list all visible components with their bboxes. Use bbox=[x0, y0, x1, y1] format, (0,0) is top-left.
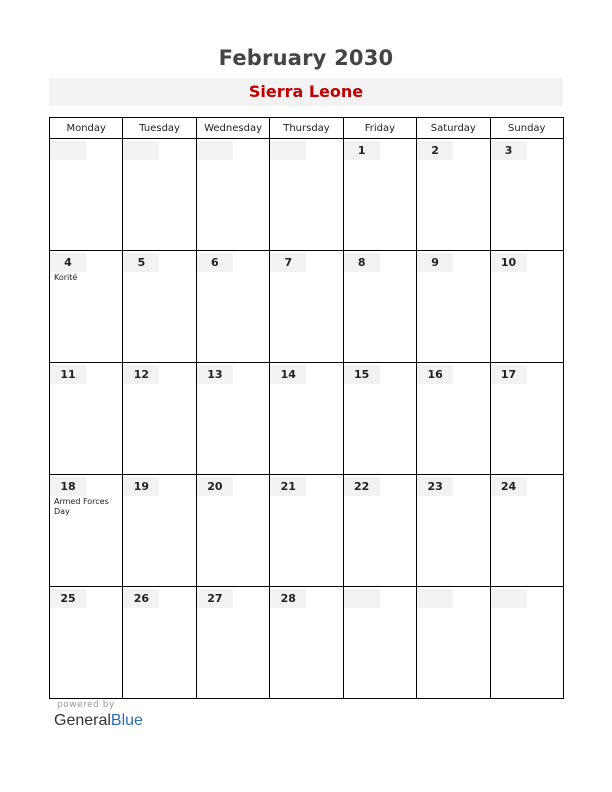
day-cell bbox=[490, 251, 563, 363]
day-cell bbox=[417, 363, 490, 475]
day-cell bbox=[490, 363, 563, 475]
holiday-label: Korité bbox=[54, 273, 78, 282]
day-number: 26 bbox=[123, 589, 159, 608]
day-number: 18 bbox=[50, 477, 86, 496]
day-number: 6 bbox=[197, 253, 233, 272]
day-cell bbox=[270, 363, 343, 475]
day-cell bbox=[50, 475, 123, 587]
country-name: Sierra Leone bbox=[49, 78, 563, 106]
day-cell bbox=[196, 475, 269, 587]
day-cell bbox=[123, 587, 196, 699]
day-cell bbox=[490, 139, 563, 251]
day-number: 22 bbox=[344, 477, 380, 496]
day-cell bbox=[417, 475, 490, 587]
day-cell bbox=[343, 587, 416, 699]
day-cell bbox=[343, 251, 416, 363]
day-number bbox=[50, 141, 86, 160]
week-row bbox=[50, 363, 564, 475]
weekday-saturday: Saturday bbox=[417, 118, 490, 139]
day-cell bbox=[417, 587, 490, 699]
day-number bbox=[344, 589, 380, 608]
day-number: 16 bbox=[417, 365, 453, 384]
day-number: 14 bbox=[270, 365, 306, 384]
day-cell bbox=[50, 139, 123, 251]
day-number: 23 bbox=[417, 477, 453, 496]
day-number: 11 bbox=[50, 365, 86, 384]
day-cell bbox=[196, 363, 269, 475]
day-number bbox=[417, 589, 453, 608]
day-number: 21 bbox=[270, 477, 306, 496]
day-number: 5 bbox=[123, 253, 159, 272]
powered-by-text: powered by bbox=[57, 700, 115, 710]
day-number: 13 bbox=[197, 365, 233, 384]
week-row bbox=[50, 251, 564, 363]
day-number: 17 bbox=[491, 365, 527, 384]
day-number: 28 bbox=[270, 589, 306, 608]
day-number: 25 bbox=[50, 589, 86, 608]
day-cell bbox=[196, 139, 269, 251]
day-cell bbox=[270, 475, 343, 587]
weekday-wednesday: Wednesday bbox=[196, 118, 269, 139]
weekday-thursday: Thursday bbox=[270, 118, 343, 139]
day-cell bbox=[123, 251, 196, 363]
day-number: 8 bbox=[344, 253, 380, 272]
day-number: 2 bbox=[417, 141, 453, 160]
day-number: 7 bbox=[270, 253, 306, 272]
day-cell bbox=[343, 475, 416, 587]
day-cell bbox=[343, 363, 416, 475]
day-number: 19 bbox=[123, 477, 159, 496]
calendar-grid bbox=[49, 117, 564, 699]
day-number: 12 bbox=[123, 365, 159, 384]
brand-blue-text: Blue bbox=[110, 712, 143, 729]
day-number bbox=[123, 141, 159, 160]
day-cell bbox=[417, 139, 490, 251]
brand-general-text: General bbox=[54, 712, 111, 729]
weekday-header-row bbox=[50, 118, 564, 139]
day-number: 4 bbox=[50, 253, 86, 272]
day-number: 24 bbox=[491, 477, 527, 496]
day-cell bbox=[270, 251, 343, 363]
day-cell bbox=[123, 139, 196, 251]
day-cell bbox=[50, 363, 123, 475]
day-cell bbox=[270, 139, 343, 251]
day-cell bbox=[123, 475, 196, 587]
weekday-monday: Monday bbox=[50, 118, 123, 139]
day-cell bbox=[270, 587, 343, 699]
day-number: 1 bbox=[344, 141, 380, 160]
weekday-friday: Friday bbox=[343, 118, 416, 139]
day-cell bbox=[490, 587, 563, 699]
day-number: 15 bbox=[344, 365, 380, 384]
day-cell bbox=[343, 139, 416, 251]
day-number: 3 bbox=[491, 141, 527, 160]
day-cell bbox=[123, 363, 196, 475]
day-number: 27 bbox=[197, 589, 233, 608]
week-row bbox=[50, 587, 564, 699]
day-number: 9 bbox=[417, 253, 453, 272]
day-cell bbox=[417, 251, 490, 363]
calendar-title: February 2030 bbox=[218, 46, 394, 70]
week-row bbox=[50, 475, 564, 587]
day-number bbox=[491, 589, 527, 608]
day-number bbox=[270, 141, 306, 160]
day-number: 20 bbox=[197, 477, 233, 496]
week-row bbox=[50, 139, 564, 251]
day-cell bbox=[196, 251, 269, 363]
day-number bbox=[197, 141, 233, 160]
weekday-tuesday: Tuesday bbox=[123, 118, 196, 139]
weekday-sunday: Sunday bbox=[490, 118, 563, 139]
day-cell bbox=[196, 587, 269, 699]
day-cell bbox=[50, 587, 123, 699]
generalblue-logo[interactable] bbox=[54, 712, 143, 730]
day-cell bbox=[490, 475, 563, 587]
day-number: 10 bbox=[491, 253, 527, 272]
day-cell bbox=[50, 251, 123, 363]
holiday-label: Armed Forces Day bbox=[54, 497, 109, 516]
